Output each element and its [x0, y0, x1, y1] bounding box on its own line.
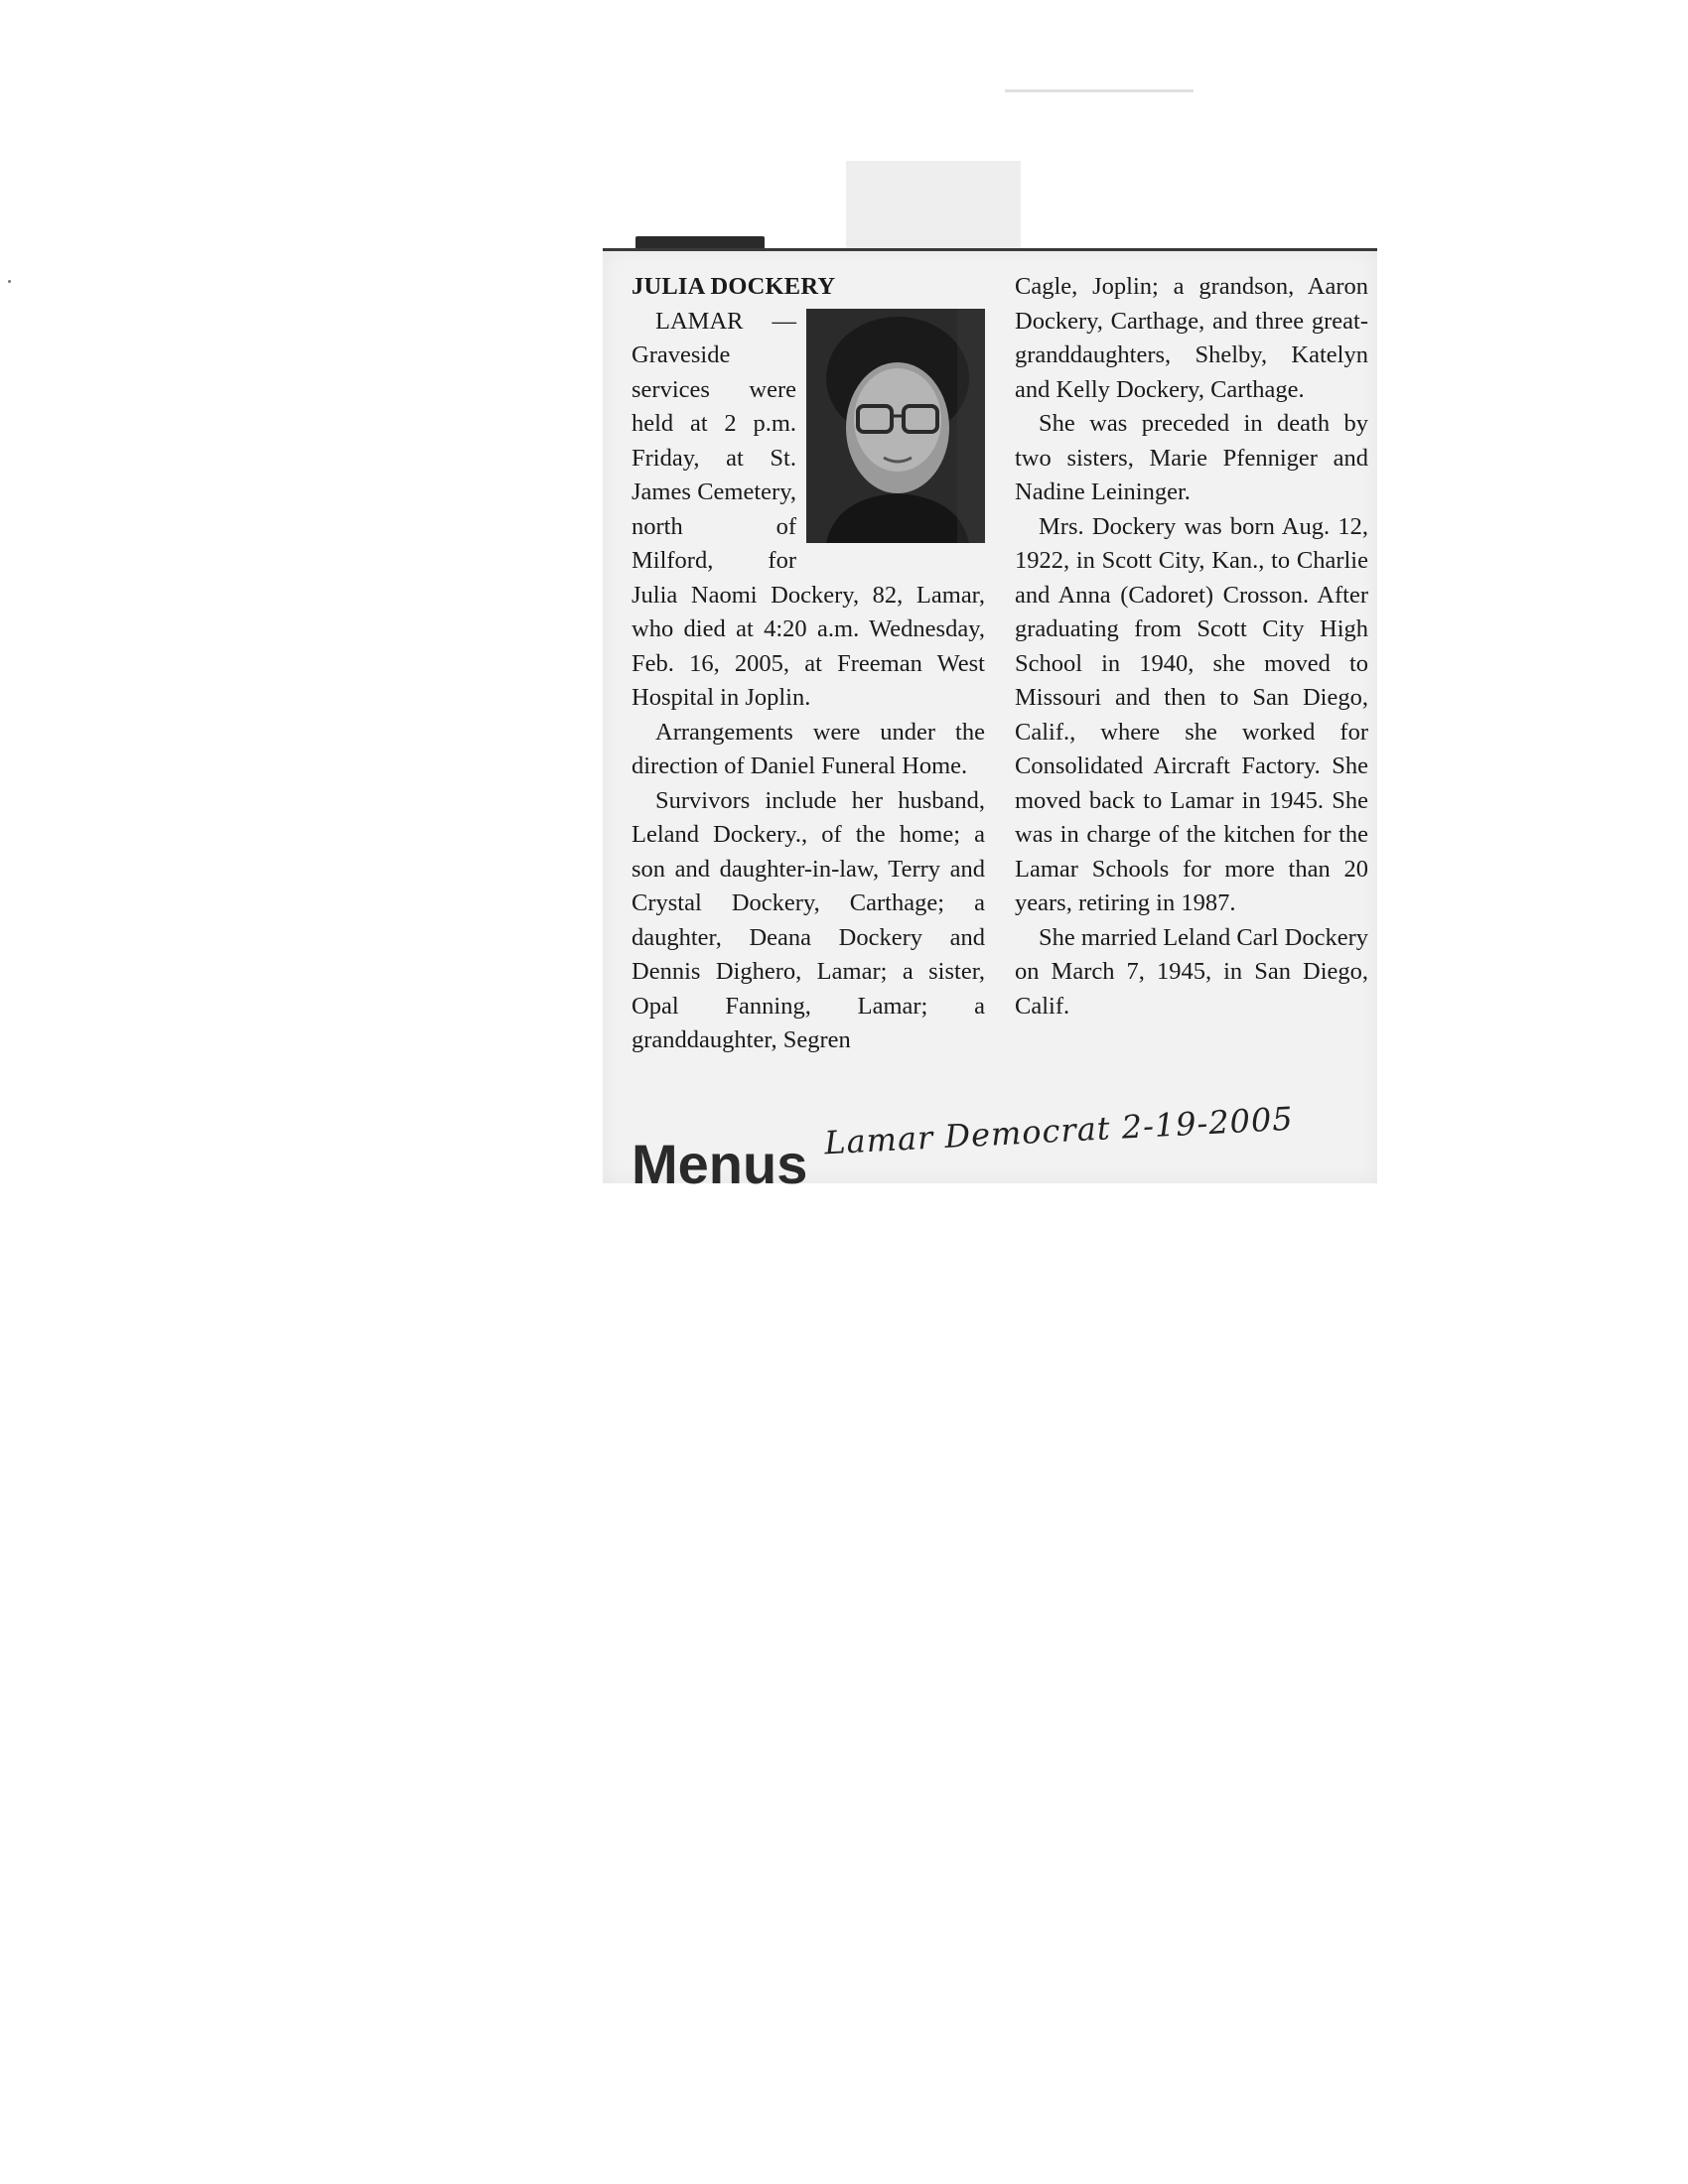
handwritten-source-note: Lamar Democrat 2-19-2005 — [823, 1099, 1295, 1162]
obituary-paragraph: LAMAR — Graveside services were held at 2 p.m. Friday, at St. James Cemetery, north of Milford, for Julia Naomi Dockery, 82, Lamar, who died at 4:20 a.m. Wednesday, Feb. 16, 2005, at Freeman West Hospital in Joplin. — [632, 307, 985, 711]
portrait-photo — [806, 309, 985, 543]
obituary-paragraph: She was preceded in death by two sisters, Marie Pfenniger and Nadine Leininger. — [1015, 410, 1368, 505]
scan-speck — [8, 280, 11, 283]
obituary-paragraph: She married Leland Carl Dockery on March 7, 1945, in San Diego, Calif. — [1015, 923, 1368, 1020]
cropped-headline-fragment: Menus — [632, 1142, 808, 1185]
obituary-paragraph: Cagle, Joplin; a grandson, Aaron Dockery, Carthage, and three great-granddaughters, Shelby, Katelyn and Kelly Dockery, Carthage. — [1015, 273, 1368, 403]
obituary-column-1 — [632, 270, 985, 1058]
obituary-paragraph: Survivors include her husband, Leland Dockery., of the home; a son and daughter-in-law, Terry and Crystal Dockery, Carthage; a daughter, Deana Dockery and Dennis Dighero, Lamar; a sister, Opal Fanning, Lamar; a granddaughter, Segren — [632, 786, 985, 1053]
obituary-paragraph: Mrs. Dockery was born Aug. 12, 1922, in Scott City, Kan., to Charlie and Anna (Cadoret) Crosson. After graduating from Scott City High School in 1940, she moved to Missouri and then to San Diego, Calif., where she worked for Consolidated Aircraft Factory. She moved back to Lamar in 1945. She was in charge of the kitchen for the Lamar Schools for more than 20 years, retiring in 1987. — [1015, 512, 1368, 916]
obituary-paragraph: Arrangements were under the direction of Daniel Funeral Home. — [632, 718, 985, 779]
bleed-through-photo — [846, 161, 1021, 258]
bleed-through-rule — [1005, 89, 1194, 92]
obituary-headline: JULIA DOCKERY — [632, 273, 836, 300]
obituary-column-2 — [1015, 270, 1368, 1024]
clipping-top-fragment — [635, 226, 765, 248]
clipping-top-rule — [603, 248, 1377, 251]
portrait-icon — [806, 309, 985, 543]
